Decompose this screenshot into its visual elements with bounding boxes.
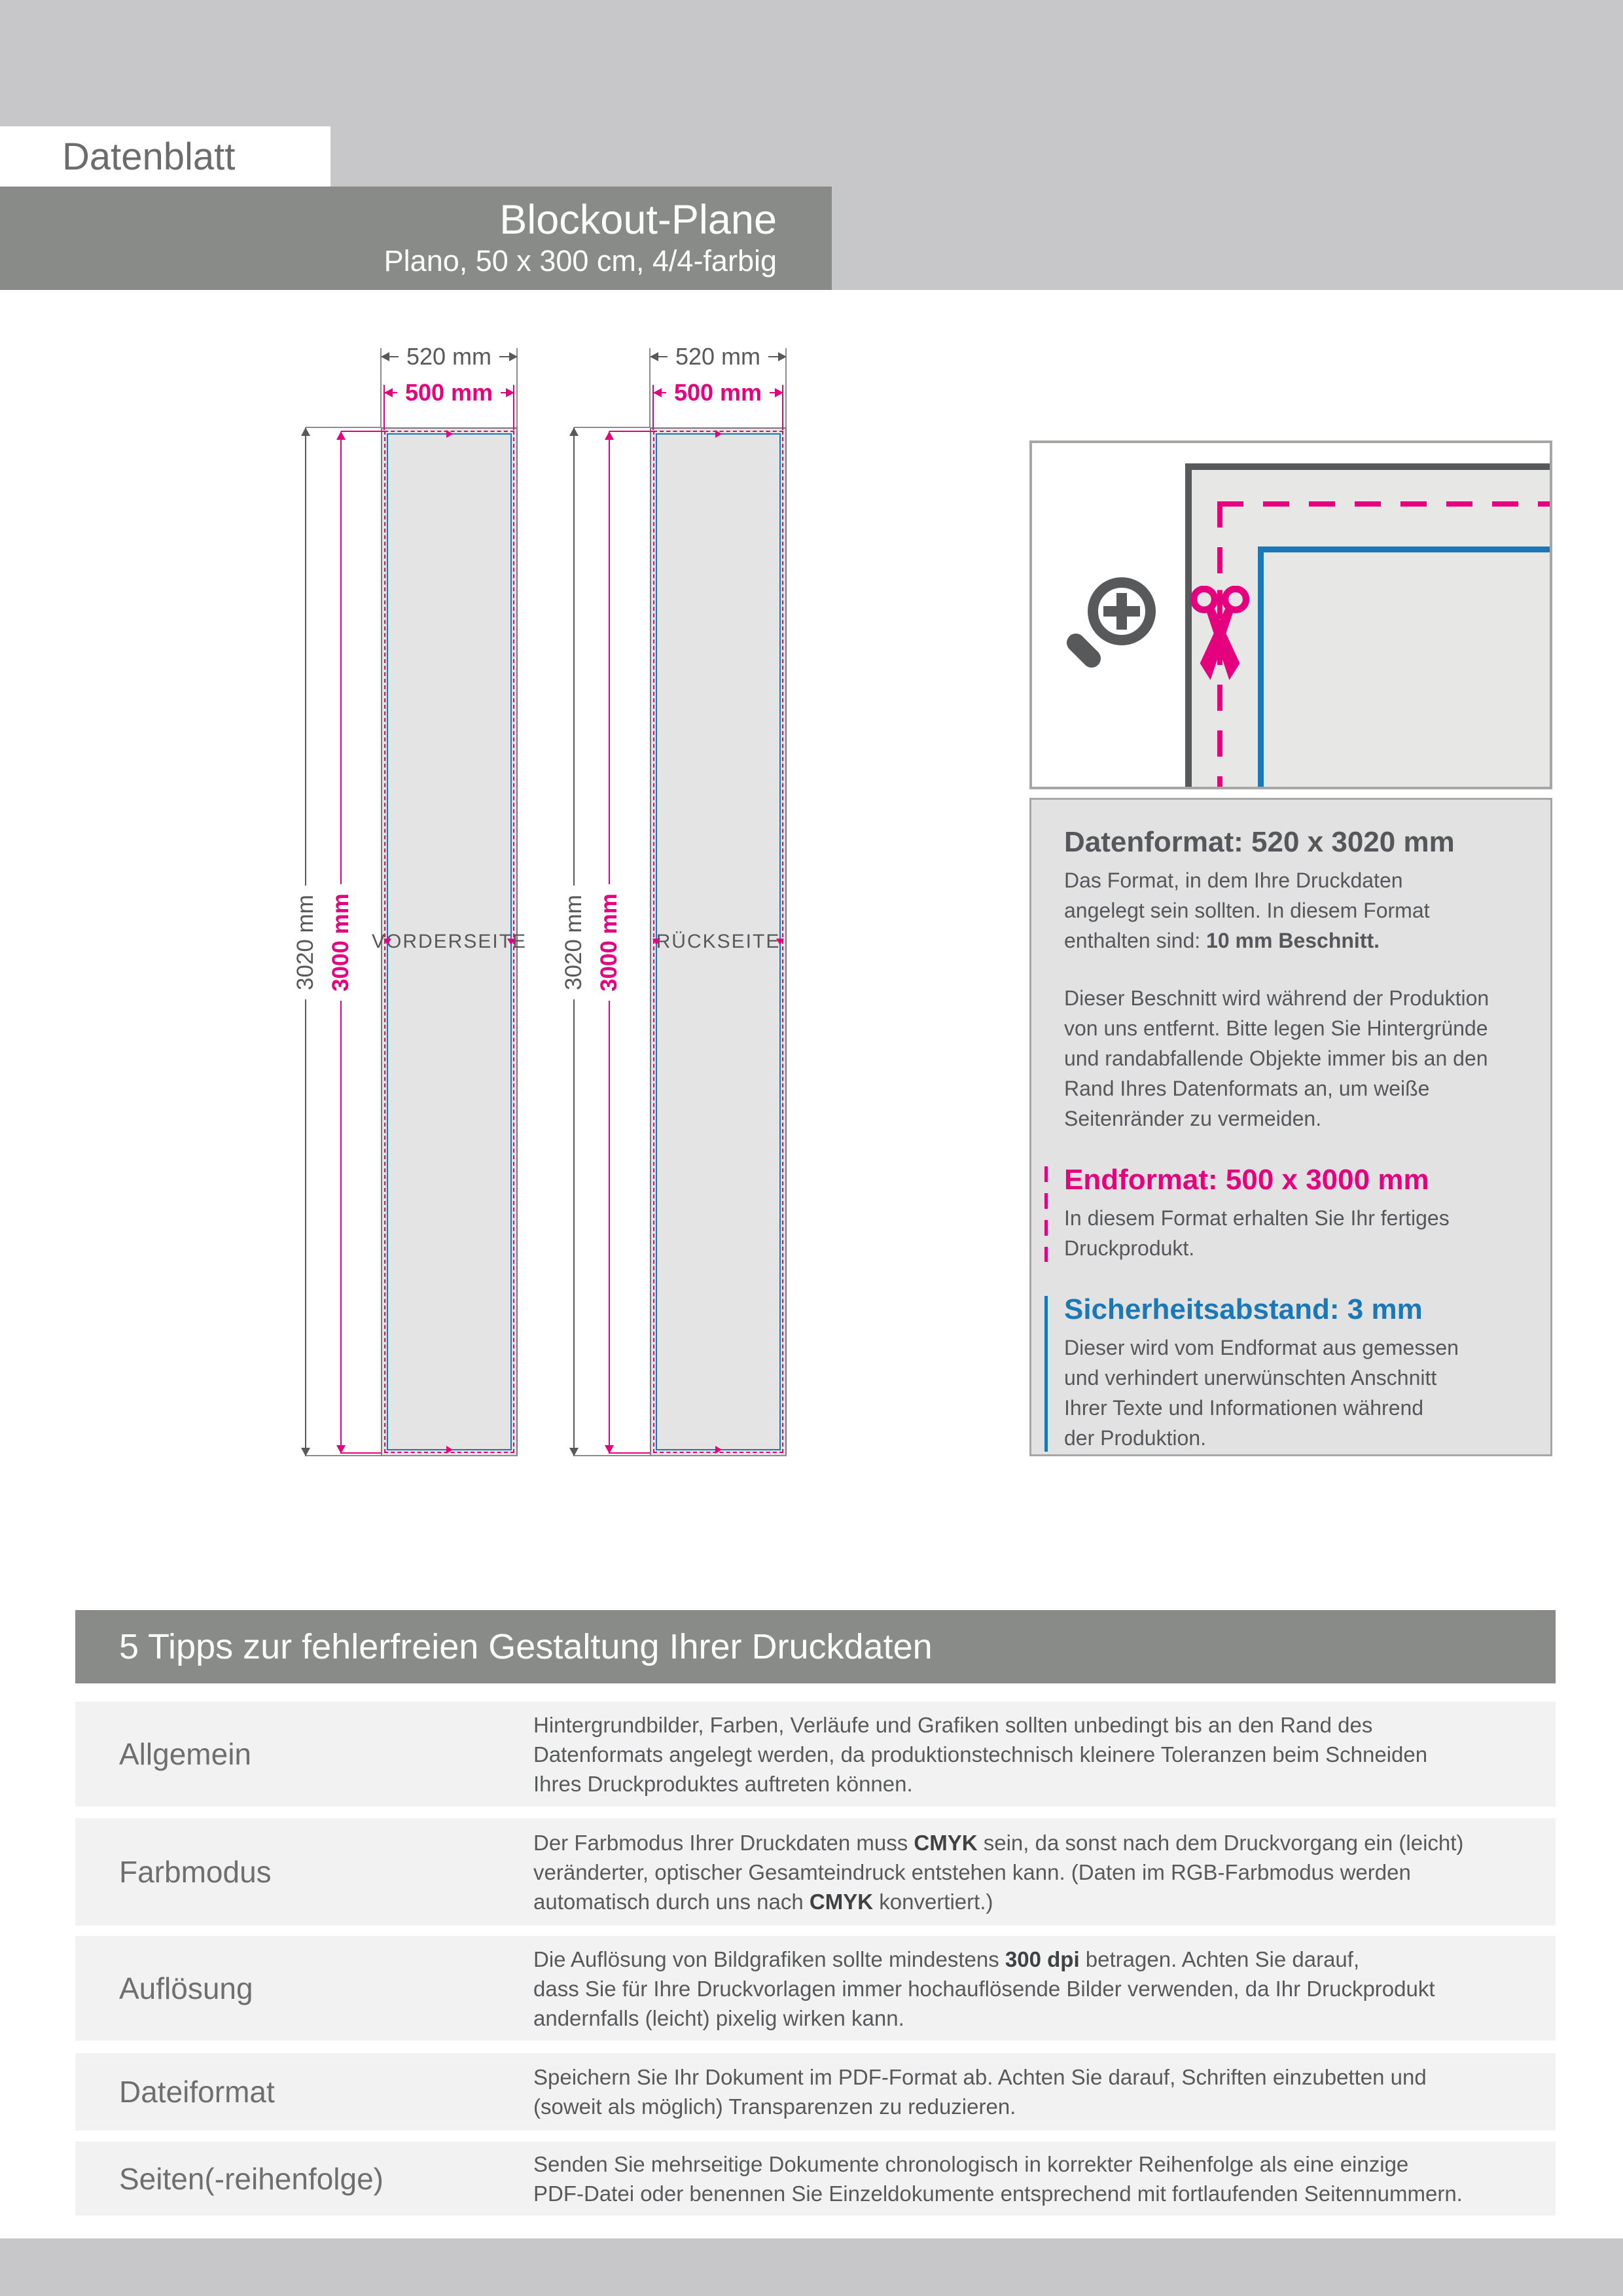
- arrow-icon: [650, 352, 658, 361]
- section-datenformat: [1064, 826, 1531, 1134]
- detail-safety-line: [1258, 547, 1550, 552]
- extension-line: [341, 1452, 381, 1454]
- endformat-para: In diesem Format erhalten Sie Ihr fertiges Druckprodukt.: [1064, 1206, 1450, 1260]
- corner-detail-box: [1029, 440, 1552, 789]
- tips-heading: 5 Tipps zur fehlerfreien Gestaltung Ihrer Druckdaten: [119, 1627, 933, 1666]
- dim-500-label-back: 500 mm: [666, 378, 770, 408]
- arrow-icon: [506, 388, 514, 397]
- tips-header-band: [75, 1610, 1556, 1683]
- cut-marker-icon: [507, 939, 515, 945]
- sheet-front: [371, 427, 527, 1456]
- arrow-icon: [384, 388, 393, 397]
- extension-line: [609, 431, 653, 432]
- arrow-icon: [605, 1445, 614, 1454]
- magnifier-plus-icon: [1116, 593, 1127, 630]
- dim-520-label-front: 520 mm: [399, 342, 499, 372]
- arrow-icon: [336, 431, 346, 440]
- back-side-label: RÜCKSEITE: [656, 931, 781, 952]
- spacer: [1064, 1134, 1531, 1164]
- cut-marker-icon: [715, 430, 722, 438]
- tip-label: Seiten(-reihenfolge): [119, 2161, 384, 2196]
- footer-bar: [0, 2238, 1623, 2296]
- extension-line: [306, 1455, 518, 1456]
- detail-bleed-dash-line: [1217, 501, 1550, 507]
- arrow-icon: [301, 427, 310, 436]
- sicherheitsabstand-heading: Sicherheitsabstand: 3 mm: [1064, 1293, 1423, 1325]
- tip-label: Auflösung: [119, 1971, 253, 2005]
- spacer: [1064, 956, 1531, 983]
- tip-body: Hintergrundbilder, Farben, Verläufe und Grafiken sollten unbedingt bis an den Rand des Datenformats angelegt werden, da produktionstechnisch kleinere Toleranzen beim Schneiden Ihres Druckproduktes auftreten können.: [533, 1712, 1428, 1796]
- tip-row-allgemein: [75, 1702, 1556, 1806]
- scissors-icon: [1187, 586, 1253, 691]
- arrow-icon: [301, 1448, 310, 1456]
- format-info-panel: [1029, 798, 1552, 1456]
- cut-marker-icon: [715, 1446, 722, 1454]
- arrow-icon: [381, 352, 389, 361]
- dim-3020-label-front: 3020 mm: [291, 886, 320, 999]
- dim-3000-label-back: 3000 mm: [595, 884, 624, 1001]
- tip-label: Allgemein: [119, 1737, 251, 1771]
- detail-dataformat-edge: [1185, 463, 1550, 470]
- extension-line: [574, 1455, 787, 1456]
- cut-marker-icon: [446, 430, 453, 438]
- extension-line: [609, 1452, 650, 1454]
- cut-marker-icon: [776, 939, 784, 945]
- dim-520-label-back: 520 mm: [668, 342, 768, 372]
- tip-body: Senden Sie mehrseitige Dokumente chronologisch in korrekter Reihenfolge als eine einzige PDF-Datei oder benennen Sie Einzeldokumente entsprechend mit fortlaufenden Seitennummern.: [533, 2151, 1463, 2206]
- cut-marker-icon: [652, 939, 660, 945]
- tip-label: Farbmodus: [119, 1855, 272, 1889]
- product-band: [0, 187, 832, 290]
- arrow-icon: [569, 1448, 579, 1456]
- endformat-marker-line: [1044, 1166, 1048, 1262]
- sicherheitsabstand-marker-line: [1044, 1296, 1048, 1452]
- datenformat-heading: Datenformat: 520 x 3020 mm: [1064, 826, 1455, 858]
- datenformat-para1: Das Format, in dem Ihre Druckdaten angelegt sein sollten. In diesem Format enthalten sind: 10 mm Beschnitt.: [1064, 869, 1430, 952]
- tip-body: Der Farbmodus Ihrer Druckdaten muss CMYK sein, da sonst nach dem Druckvorgang ein (leicht) veränderter, optischer Gesamteindruck entstehen kann. (Daten im RGB-Farbmodus werden automatisch durch uns nach CMYK konvertiert.): [533, 1830, 1464, 1914]
- section-endformat: [1064, 1164, 1531, 1263]
- arrow-icon: [569, 427, 579, 436]
- tip-row-farbmodus: [75, 1818, 1556, 1926]
- cut-marker-icon: [383, 939, 391, 945]
- tip-label: Dateiformat: [119, 2075, 275, 2109]
- front-side-label: VORDERSEITE: [371, 931, 527, 952]
- extension-line: [306, 427, 381, 428]
- arrow-icon: [775, 388, 783, 397]
- detail-safety-line: [1258, 547, 1264, 787]
- spacer: [1064, 1263, 1531, 1293]
- tip-row-seitenreihenfolge: [75, 2142, 1556, 2215]
- product-title: Blockout-Plane: [499, 197, 777, 243]
- datenblatt-title-box: [0, 126, 330, 187]
- extension-line: [341, 431, 384, 432]
- arrow-icon: [778, 352, 787, 361]
- arrow-icon: [605, 431, 614, 440]
- datenblatt-label: Datenblatt: [62, 135, 236, 178]
- tip-body: Speichern Sie Ihr Dokument im PDF-Format ab. Achten Sie darauf, Schriften einzubetten und (soweit als möglich) Transparenzen zu reduzieren.: [533, 2065, 1427, 2119]
- sicherheitsabstand-para: Dieser wird vom Endformat aus gemessen und verhindert unerwünschten Anschnitt Ihrer Texte und Informationen während der Produktion.: [1064, 1336, 1459, 1450]
- endformat-heading: Endformat: 500 x 3000 mm: [1064, 1164, 1429, 1196]
- product-variant: Plano, 50 x 300 cm, 4/4-farbig: [383, 244, 777, 278]
- dim-500-label-front: 500 mm: [397, 378, 501, 408]
- sheet-back: [650, 427, 787, 1456]
- arrow-icon: [336, 1445, 346, 1454]
- tip-row-aufloesung: [75, 1936, 1556, 2041]
- datenformat-para2: Dieser Beschnitt wird während der Produktion von uns entfernt. Bitte legen Sie Hintergründe und randabfallende Objekte immer bis an den Rand Ihres Datenformats an, um weiße Seitenränder zu vermeiden.: [1064, 986, 1489, 1130]
- dim-3000-label-front: 3000 mm: [327, 884, 355, 1001]
- arrow-icon: [509, 352, 518, 361]
- tip-row-dateiformat: [75, 2053, 1556, 2130]
- extension-line: [574, 427, 650, 428]
- tip-body: Die Auflösung von Bildgrafiken sollte mindestens 300 dpi betragen. Achten Sie darauf, dass Sie für Ihre Druckvorlagen immer hochauflösende Bilder verwenden, da Ihr Druckprodukt andernfalls (leicht) pixelig wirken kann.: [533, 1946, 1435, 2030]
- arrow-icon: [653, 388, 662, 397]
- section-sicherheitsabstand: [1064, 1293, 1531, 1453]
- dim-3020-label-back: 3020 mm: [560, 886, 588, 999]
- cut-marker-icon: [446, 1446, 453, 1454]
